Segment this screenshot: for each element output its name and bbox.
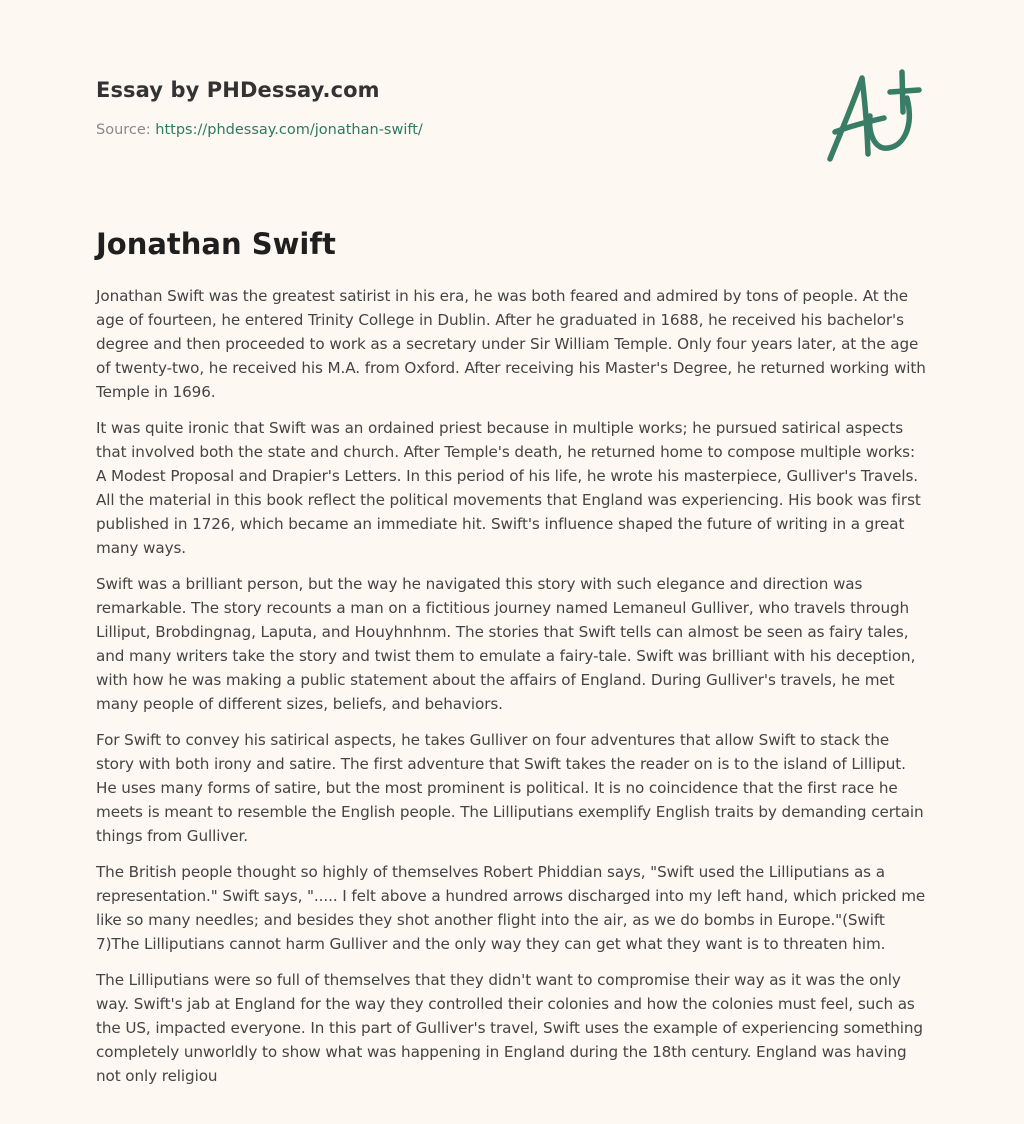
paragraph-5: The British people thought so highly of themselves Robert Phiddian says, "Swift used the Lilliputians as a representation." Swift says, "..... I felt above a hundred arrows discharged into my left hand, which pricked me like so many needles; and besides they shot another flight into the air, as we do bombs in Europe."(Swift 7)The Lilliputians cannot harm Gulliver and the only way they can get what they want is to threaten him. — [96, 863, 926, 953]
paragraph-2: It was quite ironic that Swift was an ordained priest because in multiple works; he pursued satirical aspects that involved both the state and church. After Temple's death, he returned home to compose multiple works: A Modest Proposal and Drapier's Letters. In this period of his life, he wrote his masterpiece, Gulliver's Travels. All the material in this book reflect the political movements that England was experiencing. His book was first published in 1726, which became an immediate hit. Swift's influence shaped the future of writing in a great many ways. — [96, 419, 921, 557]
paragraph-4: For Swift to convey his satirical aspects, he takes Gulliver on four adventures that allow Swift to stack the story with both irony and satire. The first adventure that Swift takes the reader on is to the island of Lilliput. He uses many forms of satire, but the most prominent is political. It is no coincidence that the first race he meets is meant to resemble the English people. The Lilliputians exemplify English traits by demanding certain things from Gulliver. — [96, 731, 924, 845]
a-plus-grade-icon — [818, 64, 930, 168]
source-line — [96, 120, 776, 140]
page-header — [96, 76, 776, 140]
paragraph-1: Jonathan Swift was the greatest satirist in his era, he was both feared and admired by tons of people. At the age of fourteen, he entered Trinity College in Dublin. After he graduated in 1688, he received his bachelor's degree and then proceeded to work as a secretary under Sir William Temple. Only four years later, at the age of twenty-two, he received his M.A. from Oxford. After receiving his Master's Degree, he returned working with Temple in 1696. — [96, 287, 926, 401]
source-link[interactable]: https://phdessay.com/jonathan-swift/ — [155, 122, 423, 138]
article-title: Jonathan Swift — [96, 227, 336, 261]
paragraph-6: The Lilliputians were so full of themselves that they didn't want to compromise their way as it was the only way. Swift's jab at England for the way they controlled their colonies and how the colonies must feel, such as the US, impacted everyone. In this part of Gulliver's travel, Swift uses the example of experiencing something completely unworldly to show what was happening in England during the 18th century. England was having not only religiou — [96, 971, 923, 1085]
source-label: Source: — [96, 122, 151, 138]
article-body — [96, 284, 928, 1100]
site-brand: Essay by PHDessay.com — [96, 78, 380, 102]
paragraph-3: Swift was a brilliant person, but the way he navigated this story with such elegance and direction was remarkable. The story recounts a man on a fictitious journey named Lemaneul Gulliver, who travels through Lilliput, Brobdingnag, Laputa, and Houyhnhnm. The stories that Swift tells can almost be seen as fairy tales, and many writers take the story and twist them to emulate a fairy-tale. Swift was brilliant with his deception, with how he was making a public statement about the affairs of England. During Gulliver's travels, he met many people of different sizes, beliefs, and behaviors. — [96, 575, 916, 713]
